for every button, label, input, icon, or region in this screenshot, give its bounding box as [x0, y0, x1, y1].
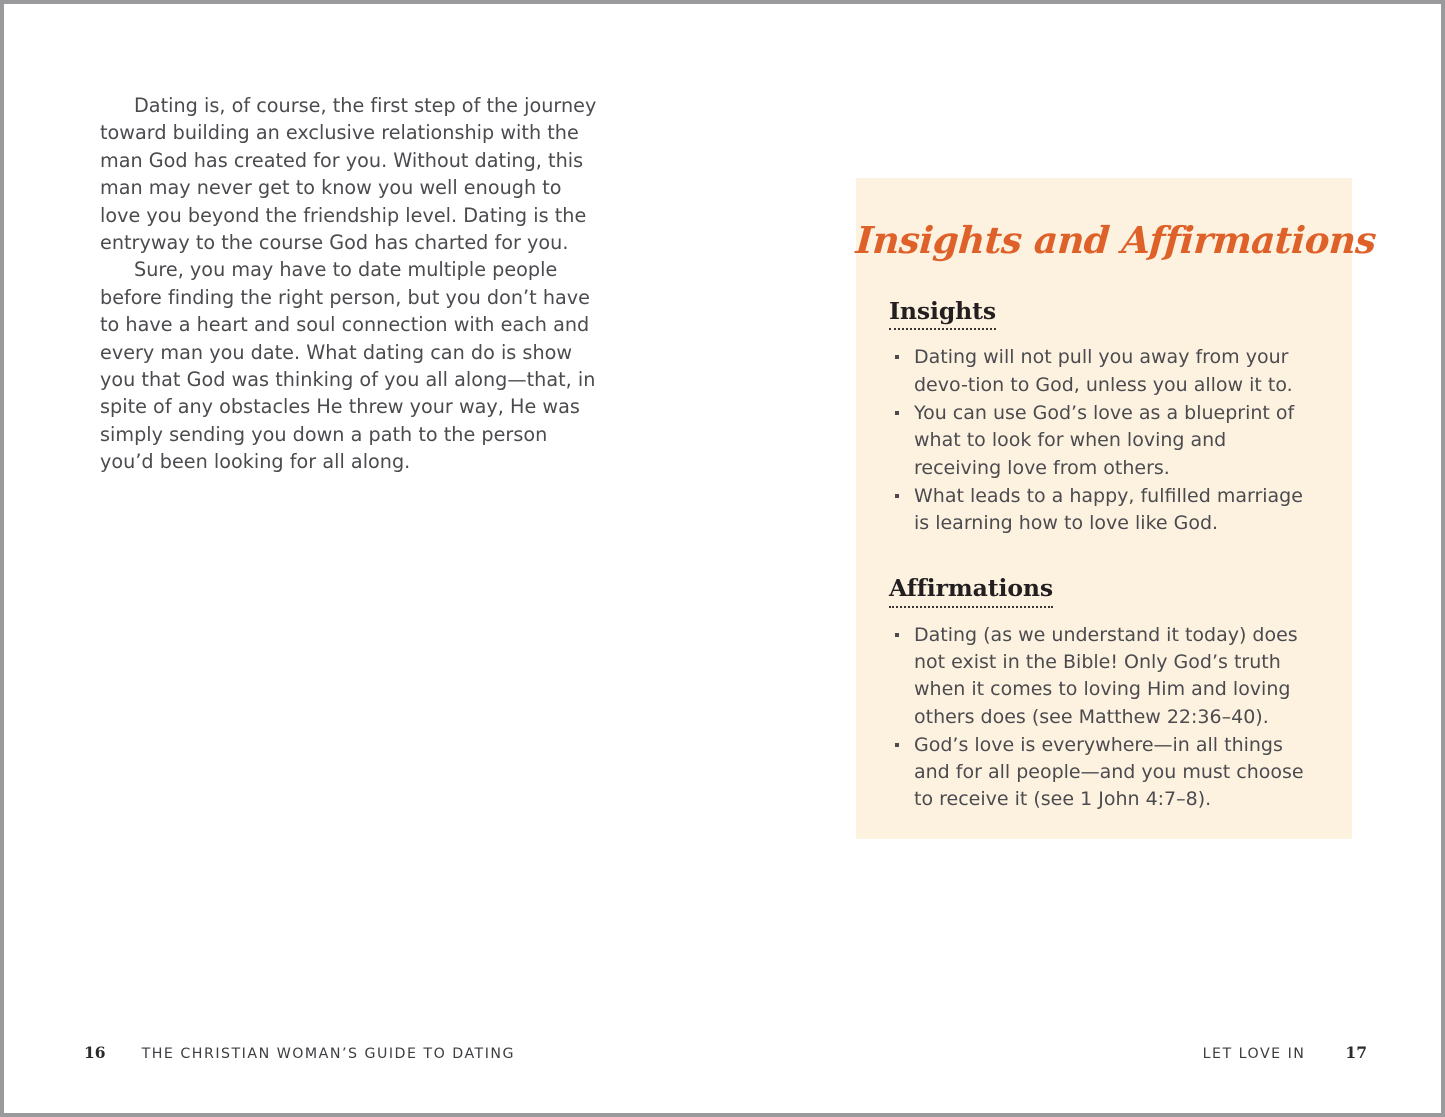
page-number-right: 17: [1345, 1043, 1367, 1062]
affirmations-heading-wrap: [889, 575, 1319, 607]
bullet-dot-icon: [895, 355, 899, 359]
list-item-text: What leads to a happy, fulfilled marriage is learning how to love like God.: [914, 484, 1303, 535]
affirmations-section: [889, 575, 1319, 813]
bullet-dot-icon: [895, 411, 899, 415]
affirmations-list: [889, 622, 1319, 814]
list-item-text: God’s love is everywhere—in all things and for all people—and you must choose to receive it (see 1 John 4:7–8).: [914, 733, 1304, 811]
running-title-right: LET LOVE IN: [1202, 1046, 1306, 1062]
list-item: [889, 344, 1319, 399]
bullet-dot-icon: [895, 743, 899, 747]
insights-list: [889, 344, 1319, 537]
left-page: [4, 4, 726, 1113]
body-paragraph-1: Dating is, of course, the first step of the journey toward building an exclusive relationship with the man God has created for you. Without dating, this man may never get to know you well enough to love you beyond the friendship level. Dating is the entryway to the course God has charted for you.: [100, 94, 597, 255]
list-item-text: Dating will not pull you away from your devo-tion to God, unless you allow it to.: [914, 346, 1293, 396]
page-number-left: 16: [84, 1043, 106, 1062]
footer-right: [1203, 1043, 1367, 1062]
insights-section: [889, 298, 1319, 537]
insights-heading-wrap: [889, 298, 1319, 330]
bullet-dot-icon: [895, 494, 899, 498]
footer-left: [84, 1043, 515, 1062]
bullet-dot-icon: [895, 633, 899, 637]
insights-heading: Insights: [889, 298, 996, 330]
insights-affirmations-box: [854, 178, 1378, 839]
list-item-text: Dating (as we understand it today) does not exist in the Bible! Only God’s truth when it comes to loving Him and loving others does (see Matthew 22:36–40).: [914, 623, 1298, 728]
list-item: [889, 400, 1319, 482]
list-item-text: You can use God’s love as a blueprint of what to look for when loving and receiving love from others.: [914, 401, 1295, 479]
running-title-left: THE CHRISTIAN WOMAN’S GUIDE TO DATING: [141, 1046, 516, 1062]
body-paragraph-2: Sure, you may have to date multiple people before finding the right person, but you don’t have to have a heart and soul connection with each and every man you date. What dating can do is show you that God was thinking of you all along—that, in spite of any obstacles He threw your way, He was simply sending you down a path to the person you’d been looking for all along.: [100, 258, 596, 474]
right-page: [726, 4, 1445, 1113]
body-text-column: [100, 92, 600, 476]
sidebar-box-title: Insights and Affirmations: [854, 218, 1378, 262]
list-item: [889, 483, 1319, 538]
affirmations-heading: Affirmations: [889, 575, 1053, 607]
sidebar-box-content: [889, 298, 1319, 815]
list-item: [889, 622, 1319, 731]
list-item: [889, 732, 1319, 814]
